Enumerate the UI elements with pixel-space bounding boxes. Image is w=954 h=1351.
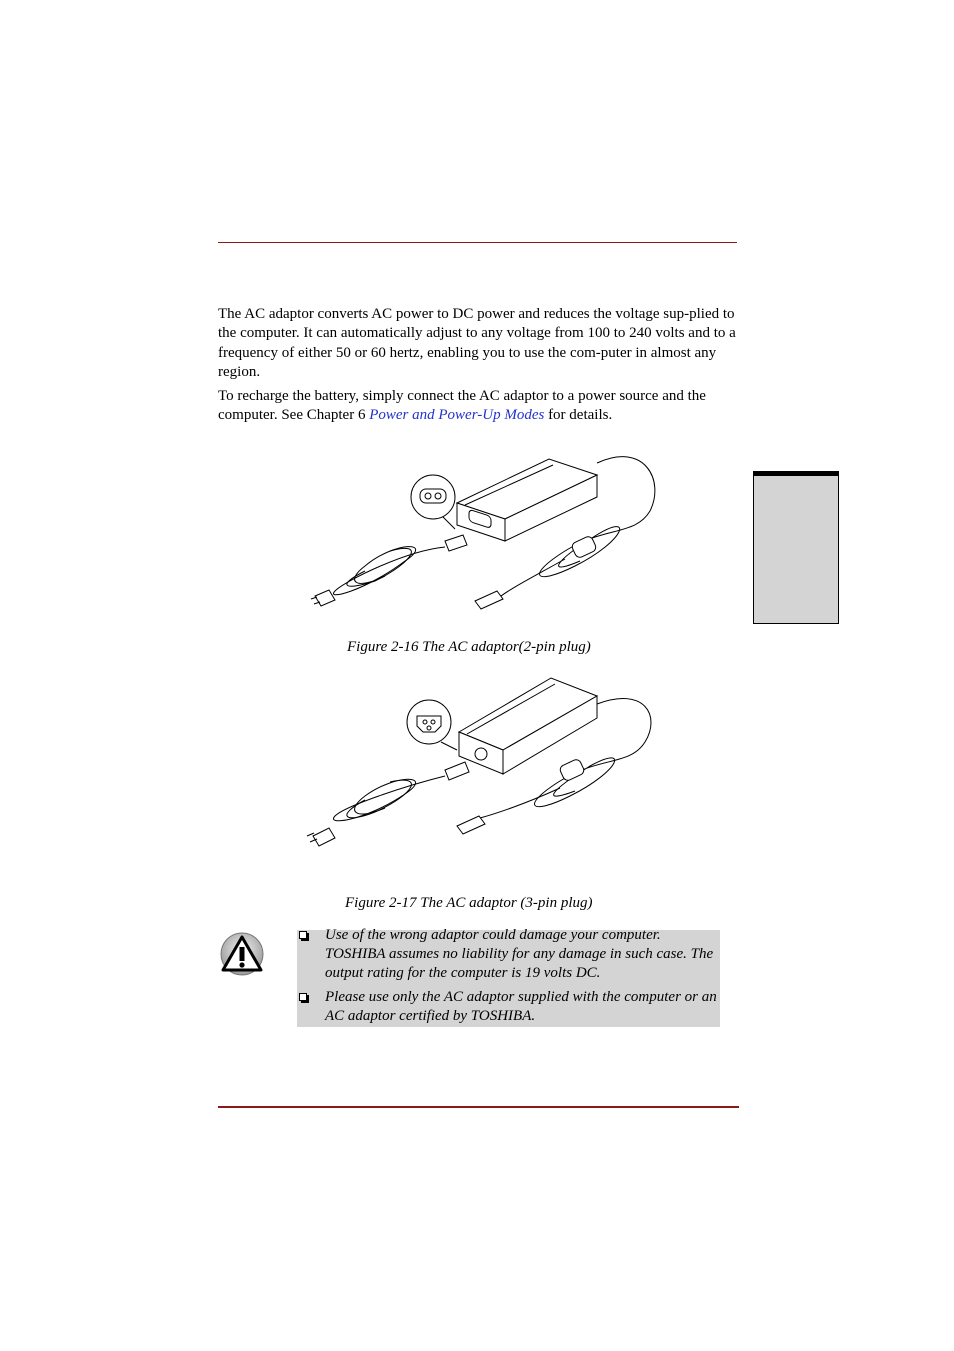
checkbox-bullet-icon <box>299 931 307 939</box>
warning-text: Please use only the AC adaptor supplied with the computer or an AC adaptor certified by TOSHIBA. <box>325 989 717 1024</box>
chapter-side-tab <box>753 471 839 624</box>
warning-note-box <box>297 927 720 1027</box>
checkbox-bullet-icon <box>299 993 307 1001</box>
caution-triangle-icon <box>219 932 265 976</box>
ac-adaptor-2pin-figure <box>305 441 657 613</box>
recharge-paragraph <box>218 387 740 426</box>
intro-paragraph: The AC adaptor converts AC power to DC power and reduces the voltage sup-plied to the computer. It can automatically adjust to any voltage from 100 to 240 volts and to a frequency of either 50 or 60 hertz, enabling you to use the com-puter in almost any region. <box>218 306 736 380</box>
recharge-text-start: To recharge the battery, simply connect the AC adaptor to a power source and the computer. See Chapter 6 <box>218 388 706 424</box>
warning-text: Use of the wrong adaptor could damage your computer. TOSHIBA assumes no liability for any damage in such case. The output rating for the computer is 19 volts DC. <box>325 927 714 981</box>
power-modes-link[interactable]: Power and Power-Up Modes <box>369 407 545 424</box>
recharge-text-end: for details. <box>544 407 613 424</box>
figure-2-16-caption: Figure 2-16 The AC adaptor(2-pin plug) <box>347 639 591 655</box>
footer-rule <box>218 1106 739 1108</box>
ac-adaptor-3pin-figure <box>305 676 653 850</box>
header-rule <box>218 242 737 243</box>
figure-2-17-caption: Figure 2-17 The AC adaptor (3-pin plug) <box>345 895 593 911</box>
